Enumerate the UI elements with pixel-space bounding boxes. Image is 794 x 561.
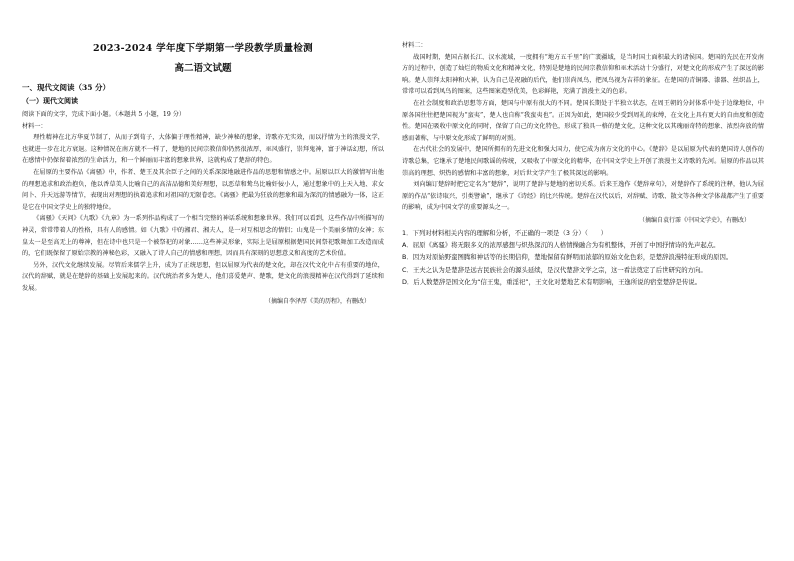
instruction-text: 阅读下面的文字，完成下面小题。（本题共 5 小题，19 分）	[22, 111, 186, 118]
material-two-paragraph: 在社会制度和政治思想等方面，楚国与中原有很大的不同。楚国长期处于半独立状态，在周王朝的分封体系中处于边缘地位，中原各国往往把楚国视为“蛮夷”，楚人也自称“我蛮夷也”。正因为如此，楚国较少受到周礼的束缚，在文化上具有更大的自由度和创造性。楚国在吸收中原文化的同时，保留了自己的文化特色，形成了独具一格的楚文化，这种文化以其瑰丽奇特的想象、浓烈奔放的情感而著称，与中原文化形成了鲜明的对照。	[402, 99, 764, 142]
material-two-source: （摘编自袁行霈《中国文学史》，有删改）	[638, 216, 750, 224]
subsection-heading: （一）现代文阅读	[22, 96, 78, 105]
material-two-paragraph: 刘向编订楚辞时把它定名为“楚辞”，说明了楚辞与楚地的密切关系。后来王逸作《楚辞章句》，对楚辞作了系统的注释，他认为屈原的作品“依诗取兴，引类譬谕”，继承了《诗经》的比兴传统。楚辞在汉代以后，对辞赋、诗歌、散文等各种文学体裁都产生了重要的影响，成为中国文学的重要源头之一。	[402, 181, 764, 212]
exam-title: 2023-2024 学年度下学期第一学段教学质量检测	[93, 43, 313, 54]
question-option-b: B．因为对原始野蛮图腾和神话等的长期信仰，楚地保留有鲜明而浓郁的原始文化色彩，是楚辞浪漫特征形成的原因。	[402, 253, 733, 262]
question-option-a: A．屈原《离骚》将无限多义的浓厚感想与炽热深沉的人格情操融合为有机整体，开创了中国抒情诗的先声起点。	[402, 240, 720, 249]
right-column	[402, 40, 764, 289]
material-one-paragraph: 在屈原的主要作品《离骚》中，作者、楚王及其余臣子之间的关系深深地融进作品的思想和情感之中。屈原以巨大的激情写出他的理想追求和政治抱负，他以香草美人比喻自己的高洁品德和美好理想，以恶草和鸷鸟比喻奸佞小人，通过想象中的上天入地、求女问卜、升天远游等情节，表现出对理想的执着追求和对祖国的无限眷恋。《离骚》把最为狂放的想象和最为深沉的情感融为一体，这正是它在中国文学史上的独特地位。	[22, 168, 384, 211]
exam-subtitle: 高二语文试题	[174, 63, 232, 74]
material-one-source: （摘编自李泽厚《美的历程》，有删改）	[264, 297, 370, 305]
material-one-label: 材料一：	[22, 122, 47, 130]
material-one-paragraph: 理性精神在北方华夏节制了，从而子到荀子，大体偏于理性精神，缺少神秘的想象，诗歌亦无实效，而以抒情为主的浪漫文学，也就进一步在北方衰退。这种情况在南方就不一样了，楚地的民间宗教信仰仍然很浓厚，巫风盛行，崇拜鬼神，富于神话幻想，所以在感情中仍保留着浓烈的生命活力，和一个鲜丽而丰富的想象世界，这就构成了楚辞的特色。	[22, 134, 384, 165]
question-stem: 1．下列对材料相关内容的理解和分析，不正确的一项是（3 分）（ ）	[402, 228, 608, 237]
section-heading: 一、现代文阅读（35 分）	[22, 83, 111, 92]
question-option-c: C．王夫之认为是楚辞是远古民族社会的源头延续，是汉代楚辞文学之宗，这一看法奠定了后世研究的方向。	[402, 265, 707, 274]
material-one-paragraph: 另外，汉代文化继续发展。尽管后来儒学上升，成为了正统思想，但以屈原为代表的楚文化，却在汉代文化中占有重要的地位，汉代的辞赋，就是在楚辞的基础上发展起来的。汉代统治者多为楚人，他们喜爱楚声、楚歌，楚文化的浪漫精神在汉代得到了延续和发展。	[22, 261, 384, 292]
left-column	[22, 40, 384, 307]
material-two-label: 材料二：	[402, 42, 427, 49]
material-one-paragraph: 《离骚》《天问》《九歌》《九章》为一系列作品构成了一个相当完整的神话系统和想象世界。我们可以看到，这些作品中所描写的神灵，常常带着人的性格，具有人的感情。如《九歌》中的湘君、湘夫人，是一对互相思念的情侣；山鬼是一个美丽多情的女神；东皇太一是至高无上的尊神，但在诗中也只是一个被祭祀的对象……这些神灵形象，实际上是屈原根据楚国民间祭祀歌舞加工改造而成的，它们既保留了原始宗教的神秘色彩，又融入了诗人自己的情感和理想，因而具有深刻的思想意义和高度的艺术价值。	[22, 215, 384, 258]
material-two-paragraph: 在古代社会的发展中，楚国所拥有的先进文化和强大国力，使它成为南方文化的中心。《楚辞》是以屈原为代表的楚国诗人创作的诗歌总集，它继承了楚地民间歌谣的传统，又吸收了中原文化的精华，在中国文学史上开创了浪漫主义诗歌的先河。屈原的作品以其崇高的理想、炽热的感情和丰富的想象，对后世文学产生了极其深远的影响。	[402, 146, 764, 177]
material-two-paragraph: 战国时期，楚国占据长江、汉水流域，一度拥有“地方五千里”的广袤疆域，是当时国土面积最大的诸侯国。楚国的先民在开发南方的过程中，创造了灿烂的物质文化和精神文化，特别是楚地的民间宗教信仰和巫术活动十分盛行，对楚文化的形成产生了深远的影响。楚人崇拜太阳神和火神，认为自己是祝融的后代，他们崇尚凤鸟，把凤鸟视为吉祥的象征。在楚国的青铜器、漆器、丝织品上，常常可以看到凤鸟的图案，这些图案造型优美，色彩鲜艳，充满了浪漫主义的色彩。	[402, 53, 764, 96]
question-option-d: D．后人数楚辞是国文化为“信王鬼，重淫祀”，王文化对楚地艺术有明影响，王逸所说的宿堂楚辞是传说。	[402, 278, 702, 287]
